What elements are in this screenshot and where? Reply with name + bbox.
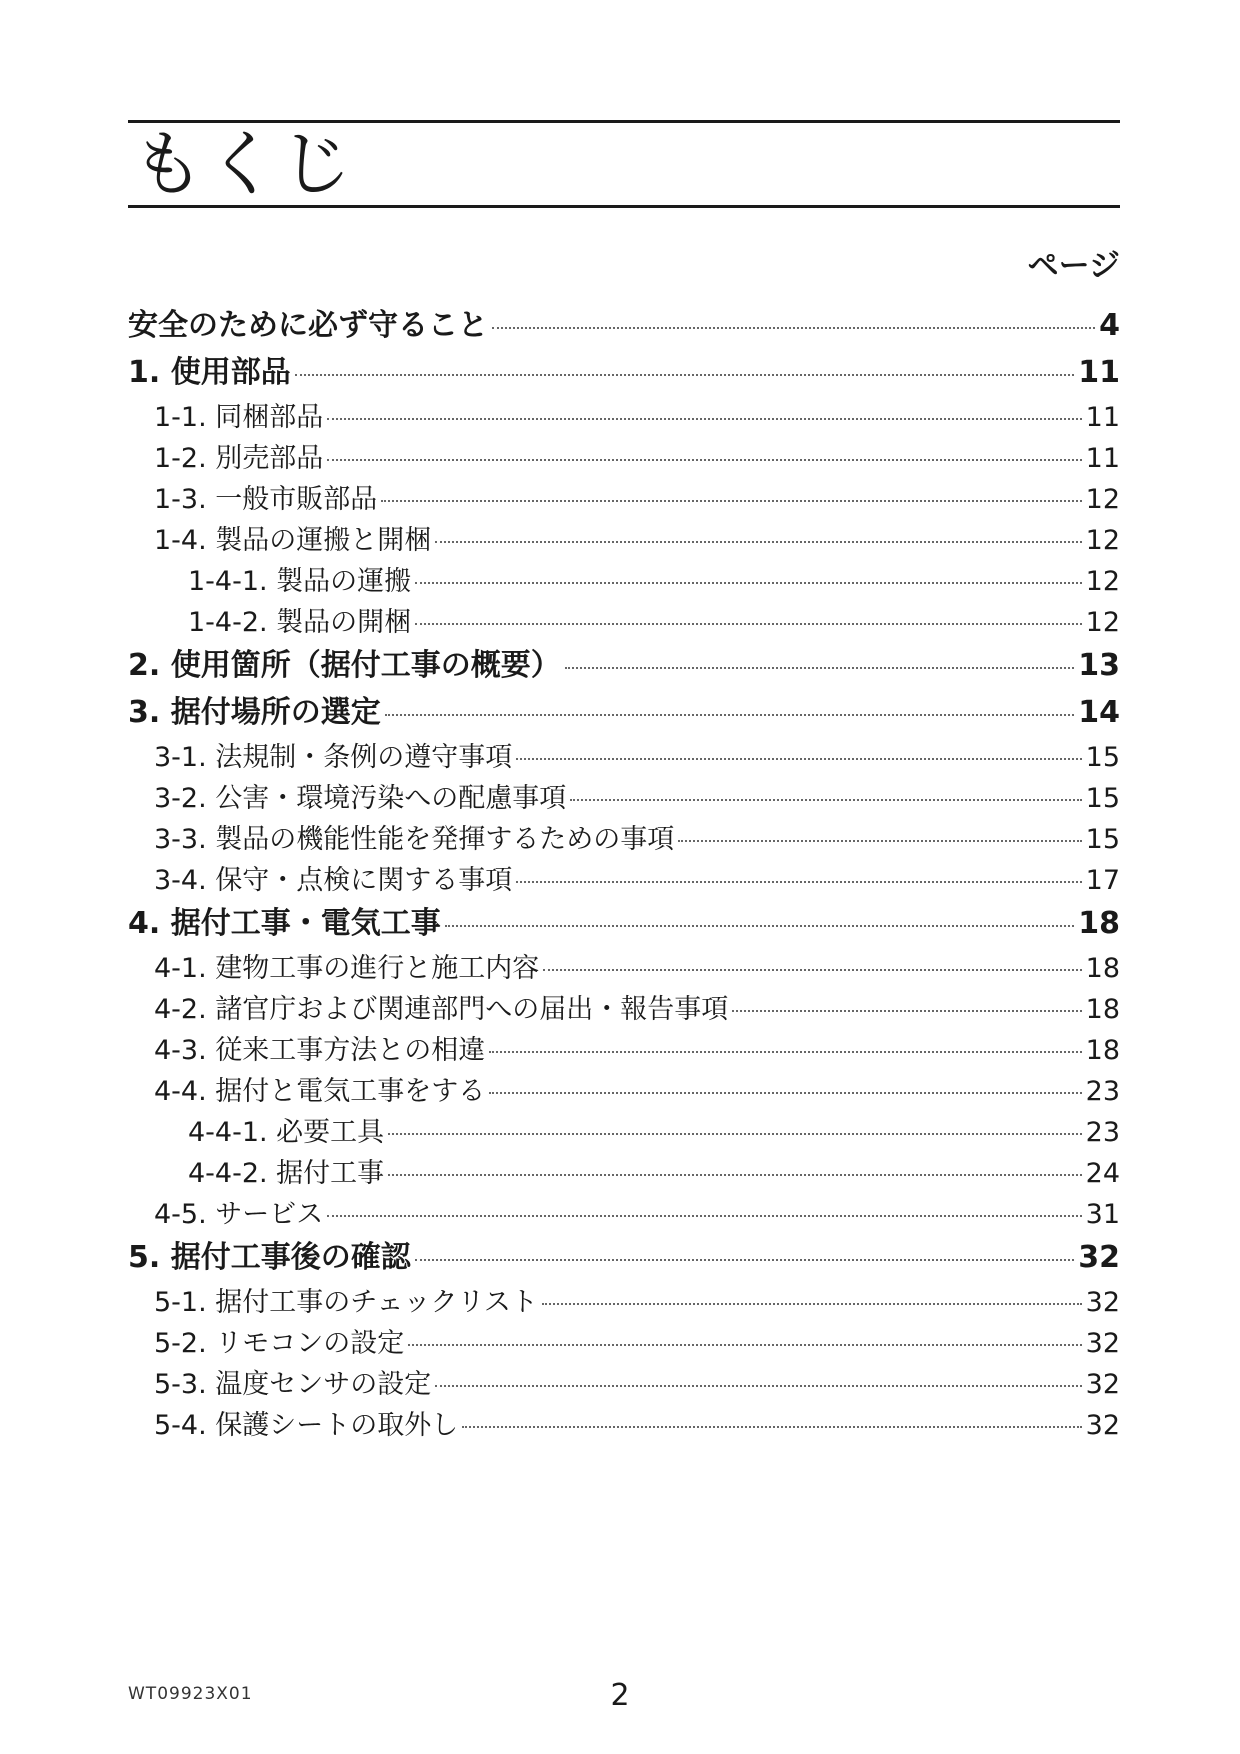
toc-entry-4-1[interactable]	[128, 950, 1120, 988]
toc-entry-3[interactable]	[128, 692, 1120, 734]
toc-entry-label: 3. 据付場所の選定	[128, 695, 381, 730]
toc-entry-label: 1-1. 同梱部品	[154, 402, 324, 433]
toc-entry-5-1[interactable]	[128, 1284, 1120, 1322]
toc-entry-label: 1-2. 別売部品	[154, 443, 324, 474]
dot-leader	[327, 459, 1081, 461]
toc-entry-page: 17	[1085, 865, 1120, 896]
toc-entry-label: 4-3. 従来工事方法との相違	[154, 1035, 486, 1066]
dot-leader	[435, 541, 1081, 543]
toc-entry-page: 12	[1085, 484, 1120, 515]
toc-entry-label: 1-4. 製品の運搬と開梱	[154, 525, 432, 556]
toc-entry-4-2[interactable]	[128, 991, 1120, 1029]
dot-leader	[570, 799, 1081, 801]
dot-leader	[516, 881, 1081, 883]
toc-entry-label: 1-4-1. 製品の運搬	[188, 566, 412, 597]
toc-entry-page: 32	[1085, 1287, 1120, 1318]
toc-entry-page: 23	[1085, 1076, 1120, 1107]
toc-entry-label: 5-4. 保護シートの取外し	[154, 1410, 459, 1441]
toc-entry-label: 5-2. リモコンの設定	[154, 1328, 405, 1359]
document-code: WT09923X01	[128, 1684, 253, 1704]
toc-entry-4-3[interactable]	[128, 1032, 1120, 1070]
toc-entry-2[interactable]	[128, 645, 1120, 687]
toc-entry-page: 18	[1085, 994, 1120, 1025]
dot-leader	[543, 969, 1081, 971]
toc-entry-1[interactable]	[128, 352, 1120, 394]
toc-entry-page: 18	[1085, 1035, 1120, 1066]
toc-entry-page: 12	[1085, 566, 1120, 597]
toc-entry-label: 4-2. 諸官庁および関連部門への届出・報告事項	[154, 994, 729, 1025]
toc-entry-label: 2. 使用箇所（据付工事の概要）	[128, 648, 561, 683]
toc-entry-label: 4-5. サービス	[154, 1199, 324, 1230]
toc-entry-4-4-2[interactable]	[128, 1155, 1120, 1193]
toc-entry-page: 31	[1085, 1199, 1120, 1230]
toc-entry-label: 4. 据付工事・電気工事	[128, 906, 441, 941]
dot-leader	[732, 1010, 1081, 1012]
toc-entry-page: 15	[1085, 783, 1120, 814]
title-bottom-rule	[128, 205, 1120, 208]
toc-entry-3-2[interactable]	[128, 780, 1120, 818]
toc-entry-page: 24	[1085, 1158, 1120, 1189]
dot-leader	[516, 758, 1081, 760]
toc-entry-label: 5-1. 据付工事のチェックリスト	[154, 1287, 538, 1318]
page-number: 2	[610, 1678, 630, 1713]
toc-entry-label: 1-3. 一般市販部品	[154, 484, 378, 515]
dot-leader	[408, 1344, 1081, 1346]
toc-entry-label: 3-2. 公害・環境汚染への配慮事項	[154, 783, 567, 814]
toc-entry-label: 5. 据付工事後の確認	[128, 1240, 411, 1275]
toc-entry-page: 15	[1085, 824, 1120, 855]
toc-entry-1-2[interactable]	[128, 440, 1120, 478]
toc-entry-1-4-1[interactable]	[128, 563, 1120, 601]
dot-leader	[445, 925, 1075, 927]
dot-leader	[295, 374, 1075, 376]
dot-leader	[435, 1385, 1081, 1387]
dot-leader	[492, 327, 1095, 329]
toc-entry-label: 4-1. 建物工事の進行と施工内容	[154, 953, 540, 984]
toc-entry-page: 18	[1078, 906, 1120, 941]
toc-entry-label: 4-4-1. 必要工具	[188, 1117, 385, 1148]
toc-entry-label: 1. 使用部品	[128, 355, 291, 390]
toc-entry-page: 32	[1085, 1410, 1120, 1441]
toc-entry-3-1[interactable]	[128, 739, 1120, 777]
toc-entry-page: 32	[1085, 1369, 1120, 1400]
dot-leader	[415, 582, 1081, 584]
dot-leader	[385, 714, 1075, 716]
toc-entry-page: 14	[1078, 695, 1120, 730]
dot-leader	[388, 1133, 1081, 1135]
toc-entry-safety[interactable]	[128, 305, 1120, 347]
toc-entry-page: 11	[1085, 443, 1120, 474]
toc-entry-label: 4-4. 据付と電気工事をする	[154, 1076, 486, 1107]
dot-leader	[565, 667, 1075, 669]
dot-leader	[462, 1426, 1081, 1428]
toc-entry-page: 32	[1085, 1328, 1120, 1359]
toc-entry-page: 12	[1085, 525, 1120, 556]
toc-entry-1-3[interactable]	[128, 481, 1120, 519]
toc-entry-label: 1-4-2. 製品の開梱	[188, 607, 412, 638]
toc-entry-page: 15	[1085, 742, 1120, 773]
toc-entry-4-4-1[interactable]	[128, 1114, 1120, 1152]
dot-leader	[489, 1092, 1081, 1094]
toc-entry-page: 11	[1085, 402, 1120, 433]
toc-entry-page: 11	[1078, 355, 1120, 390]
dot-leader	[381, 500, 1081, 502]
toc-entry-page: 12	[1085, 607, 1120, 638]
dot-leader	[415, 623, 1081, 625]
dot-leader	[327, 418, 1081, 420]
toc-entry-label: 安全のために必ず守ること	[128, 308, 488, 343]
toc-entry-label: 5-3. 温度センサの設定	[154, 1369, 432, 1400]
toc-entry-5-2[interactable]	[128, 1325, 1120, 1363]
dot-leader	[542, 1303, 1082, 1305]
dot-leader	[489, 1051, 1081, 1053]
toc-entry-page: 23	[1085, 1117, 1120, 1148]
dot-leader	[415, 1259, 1075, 1261]
dot-leader	[327, 1215, 1081, 1217]
toc-entry-1-4[interactable]	[128, 522, 1120, 560]
toc-entry-label: 3-3. 製品の機能性能を発揮するための事項	[154, 824, 675, 855]
dot-leader	[388, 1174, 1081, 1176]
toc-entry-label: 3-4. 保守・点検に関する事項	[154, 865, 513, 896]
toc-entry-4[interactable]	[128, 903, 1120, 945]
toc-entry-page: 18	[1085, 953, 1120, 984]
toc-entry-1-1[interactable]	[128, 399, 1120, 437]
toc-entry-4-4[interactable]	[128, 1073, 1120, 1111]
page-column-label: ページ	[1027, 248, 1120, 284]
toc-entry-4-5[interactable]	[128, 1196, 1120, 1234]
toc-entry-5-4[interactable]	[128, 1407, 1120, 1445]
toc-entry-3-4[interactable]	[128, 862, 1120, 900]
toc-entry-5-3[interactable]	[128, 1366, 1120, 1404]
toc-entry-1-4-2[interactable]	[128, 604, 1120, 642]
toc-entry-5[interactable]	[128, 1237, 1120, 1279]
toc-entry-label: 3-1. 法規制・条例の遵守事項	[154, 742, 513, 773]
page-title: もくじ	[132, 122, 355, 206]
toc-entry-page: 4	[1099, 308, 1120, 343]
dot-leader	[678, 840, 1081, 842]
toc-entry-page: 32	[1078, 1240, 1120, 1275]
toc-entry-3-3[interactable]	[128, 821, 1120, 859]
toc-entry-label: 4-4-2. 据付工事	[188, 1158, 385, 1189]
toc-entry-page: 13	[1078, 648, 1120, 683]
